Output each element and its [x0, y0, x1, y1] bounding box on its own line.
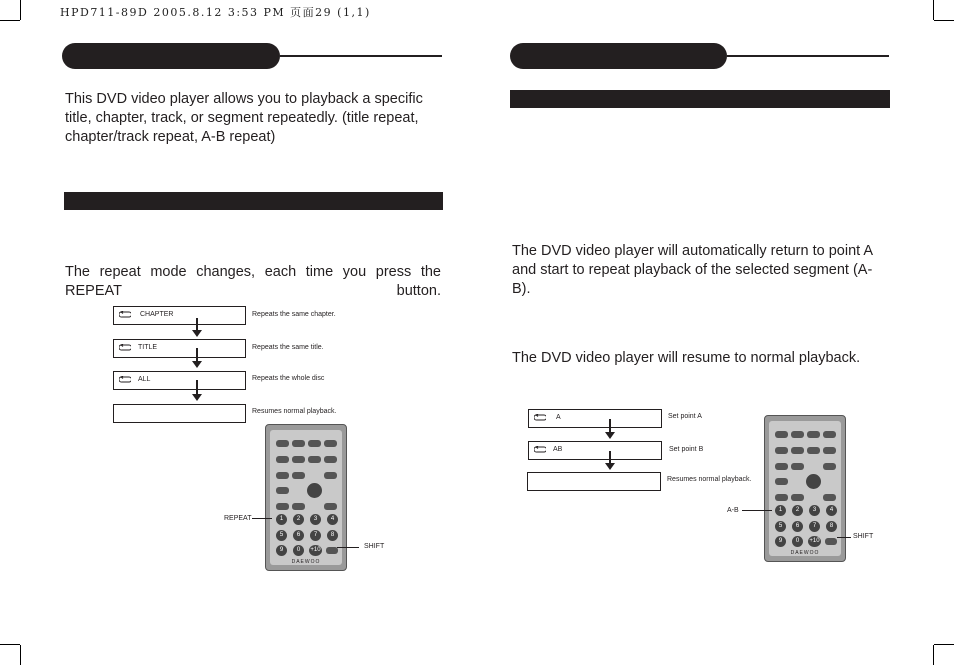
number-button: 1: [775, 505, 786, 516]
mode-chapter-box: [113, 306, 246, 325]
remote-control-right: [764, 415, 846, 562]
number-button: 9: [276, 545, 287, 556]
crop-mark: [0, 20, 20, 21]
shift-button: [326, 547, 338, 554]
crop-mark: [933, 645, 934, 665]
number-button: 2: [792, 505, 803, 516]
ab-resume-text: The DVD video player will resume to normal playback.: [512, 350, 861, 366]
subsection-bar-right: [510, 90, 890, 108]
repeat-instructions: The repeat mode changes, each time you press the REPEAT button.: [65, 264, 441, 299]
print-header: HPD711-89D 2005.8.12 3:53 PM 页面29 (1,1): [60, 6, 371, 19]
mode-all-box: [113, 371, 246, 390]
callout-line: [742, 510, 772, 511]
number-button: 0: [293, 545, 304, 556]
number-button: 4: [826, 505, 837, 516]
mode-note: Repeats the same title.: [252, 344, 324, 351]
mode-label: AB: [553, 446, 563, 453]
number-button: 9: [775, 536, 786, 547]
mode-label: ALL: [138, 376, 151, 383]
number-button: +10: [808, 536, 821, 547]
mode-note: Resumes normal playback.: [667, 476, 752, 483]
brand-logo: DAEWOO: [291, 559, 321, 565]
down-arrow: [196, 380, 198, 395]
number-button: 2: [293, 514, 304, 525]
section-rule-right: [727, 55, 889, 57]
repeat-icon: [119, 376, 131, 383]
crop-mark: [934, 20, 954, 21]
down-arrow: [196, 318, 198, 331]
number-button: 8: [826, 521, 837, 532]
mode-ab-box: [528, 441, 662, 460]
mode-label: TITLE: [138, 344, 158, 351]
repeat-icon: [534, 446, 546, 453]
callout-line: [252, 518, 272, 519]
enter-button: [307, 483, 322, 498]
ab-return-text: The DVD video player will automatically return to point A and start to repeat playback of the selected segment (A-B).: [512, 243, 873, 297]
down-arrow: [609, 419, 611, 433]
section-pill-left: [62, 43, 280, 69]
intro-text: This DVD video player allows you to playback a specific title, chapter, track, or segment repeatedly. (title repeat, chapter/track repeat, A-B repeat): [65, 91, 423, 145]
mode-label: CHAPTER: [140, 311, 174, 318]
number-button: 0: [792, 536, 803, 547]
section-rule-left: [280, 55, 442, 57]
mode-note: Resumes normal playback.: [252, 408, 337, 415]
mode-note: Set point A: [668, 413, 702, 420]
crop-mark: [0, 644, 20, 645]
callout-line: [337, 547, 359, 548]
number-button: 6: [293, 530, 304, 541]
number-button: 4: [327, 514, 338, 525]
number-button: 1: [276, 514, 287, 525]
number-button: 8: [327, 530, 338, 541]
crop-mark: [20, 645, 21, 665]
remote-control-left: [265, 424, 347, 571]
number-button: 6: [792, 521, 803, 532]
mode-normal-box: [527, 472, 661, 491]
shift-callout: SHIFT: [364, 543, 385, 550]
mode-title-box: [113, 339, 246, 358]
mode-off-box: [113, 404, 246, 423]
shift-callout: SHIFT: [853, 533, 874, 540]
number-button: 5: [276, 530, 287, 541]
mode-note: Set point B: [669, 446, 704, 453]
ab-callout: A-B: [727, 507, 739, 514]
mode-note: Repeats the whole disc: [252, 375, 325, 382]
subsection-bar-left: [64, 192, 443, 210]
crop-mark: [934, 644, 954, 645]
number-button: 7: [809, 521, 820, 532]
down-arrow: [196, 348, 198, 362]
number-button: 3: [310, 514, 321, 525]
crop-mark: [933, 0, 934, 20]
crop-mark: [20, 0, 21, 20]
number-button: +10: [309, 545, 322, 556]
mode-label: A: [556, 414, 561, 421]
mode-a-box: [528, 409, 662, 428]
callout-line: [837, 537, 851, 538]
shift-button: [825, 538, 837, 545]
repeat-callout: REPEAT: [224, 515, 252, 522]
mode-note: Repeats the same chapter.: [252, 311, 336, 318]
down-arrow: [609, 451, 611, 464]
repeat-icon: [119, 311, 131, 318]
number-button: 5: [775, 521, 786, 532]
section-pill-right: [510, 43, 727, 69]
repeat-icon: [119, 344, 131, 351]
number-button: 3: [809, 505, 820, 516]
brand-logo: DAEWOO: [790, 550, 820, 556]
number-button: 7: [310, 530, 321, 541]
enter-button: [806, 474, 821, 489]
repeat-icon: [534, 414, 546, 421]
